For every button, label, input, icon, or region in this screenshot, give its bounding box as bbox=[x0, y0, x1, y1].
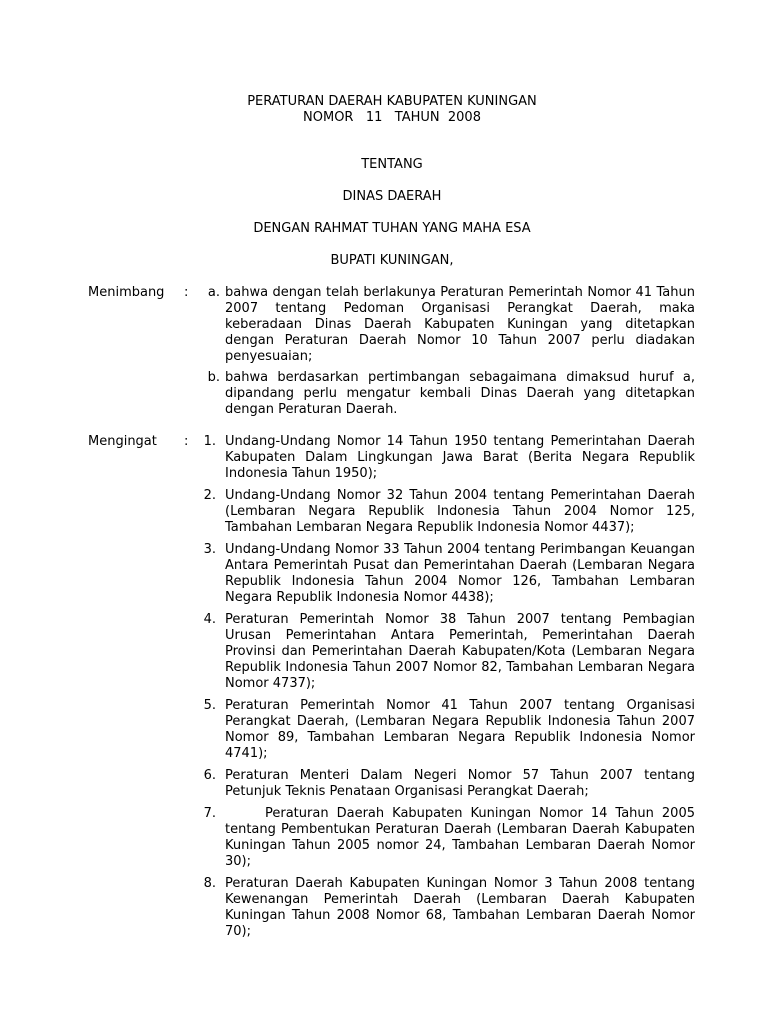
mengingat-item-6-text: Peraturan Menteri Dalam Negeri Nomor 57 Tahun 2007 tentang Petunjuk Teknis Penataan Organisasi Perangkat Daerah; bbox=[225, 768, 695, 799]
title-line-2: NOMOR 11 TAHUN 2008 bbox=[303, 110, 481, 125]
mengingat-item-5-marker: 5. bbox=[203, 698, 216, 713]
mengingat-item-1-marker: 1. bbox=[203, 434, 216, 449]
mengingat-item-6-marker: 6. bbox=[203, 768, 216, 783]
menimbang-label: Menimbang bbox=[88, 285, 165, 300]
mengingat-item-4-text: Peraturan Pemerintah Nomor 38 Tahun 2007 tentang Pembagian Urusan Pemerintahan Antara Pemerintah, Pemerintahan Daerah Provinsi dan Pemerintahan Daerah Kabupaten/Kota (Lembaran Negara Republik Indonesia Tahun 2007 Nomor 82, Tambahan Lembaran Negara Nomor 4737); bbox=[225, 612, 695, 691]
menimbang-colon: : bbox=[184, 285, 189, 300]
mengingat-item-5-text: Peraturan Pemerintah Nomor 41 Tahun 2007 tentang Organisasi Perangkat Daerah, (Lembaran Negara Republik Indonesia Tahun 2007 Nomor 89, Tambahan Lembaran Negara Republik Indonesia Nomor 4741); bbox=[225, 698, 695, 761]
mengingat-colon: : bbox=[184, 434, 189, 449]
mengingat-item-7-marker: 7. bbox=[203, 806, 216, 821]
mengingat-item-3-marker: 3. bbox=[203, 542, 216, 557]
mengingat-item-3-text: Undang-Undang Nomor 33 Tahun 2004 tentang Perimbangan Keuangan Antara Pemerintah Pusat dan Pemerintahan Daerah (Lembaran Negara Republik Indonesia Tahun 2004 Nomor 126, Tambahan Lembaran Negara Republik Indonesia Nomor 4438); bbox=[225, 542, 695, 605]
mengingat-item-1-text: Undang-Undang Nomor 14 Tahun 1950 tentang Pemerintahan Daerah Kabupaten Dalam Lingkungan Jawa Barat (Berita Negara Republik Indonesia Tahun 1950); bbox=[225, 434, 695, 481]
mengingat-item-4-marker: 4. bbox=[203, 612, 216, 627]
rahmat-line: DENGAN RAHMAT TUHAN YANG MAHA ESA bbox=[253, 221, 531, 236]
mengingat-item-8-text: Peraturan Daerah Kabupaten Kuningan Nomor 3 Tahun 2008 tentang Kewenangan Pemerintah Daerah (Lembaran Daerah Kabupaten Kuningan Tahun 2008 Nomor 68, Tambahan Lembaran Daerah Nomor 70); bbox=[225, 876, 695, 939]
title-line-1: PERATURAN DAERAH KABUPATEN KUNINGAN bbox=[247, 94, 537, 109]
mengingat-label: Mengingat bbox=[88, 434, 157, 449]
mengingat-item-2-marker: 2. bbox=[203, 488, 216, 503]
mengingat-item-2-text: Undang-Undang Nomor 32 Tahun 2004 tentang Pemerintahan Daerah (Lembaran Negara Republik Indonesia Tahun 2004 Nomor 125, Tambahan Lembaran Negara Republik Indonesia Nomor 4437); bbox=[225, 488, 695, 535]
subject-heading: DINAS DAERAH bbox=[342, 189, 442, 204]
bupati-line: BUPATI KUNINGAN, bbox=[330, 253, 454, 268]
menimbang-item-b-text: bahwa berdasarkan pertimbangan sebagaimana dimaksud huruf a, dipandang perlu mengatur kembali Dinas Daerah yang ditetapkan dengan Peraturan Daerah. bbox=[225, 370, 695, 417]
tentang-heading: TENTANG bbox=[361, 157, 423, 172]
menimbang-item-a-marker: a. bbox=[207, 285, 220, 300]
menimbang-item-a-text: bahwa dengan telah berlakunya Peraturan Pemerintah Nomor 41 Tahun 2007 tentang Pedoman Organisasi Perangkat Daerah, maka keberadaan Dinas Daerah Kabupaten Kuningan yang ditetapkan dengan Peraturan Daerah Nomor 10 Tahun 2007 perlu diadakan penyesuaian; bbox=[225, 285, 695, 364]
mengingat-item-8-marker: 8. bbox=[203, 876, 216, 891]
menimbang-item-b-marker: b. bbox=[207, 370, 220, 385]
mengingat-item-7-text: Peraturan Daerah Kabupaten Kuningan Nomor 14 Tahun 2005 tentang Pembentukan Peraturan Daerah (Lembaran Daerah Kabupaten Kuningan Tahun 2005 nomor 24, Tambahan Lembaran Daerah Nomor 30); bbox=[225, 806, 695, 869]
